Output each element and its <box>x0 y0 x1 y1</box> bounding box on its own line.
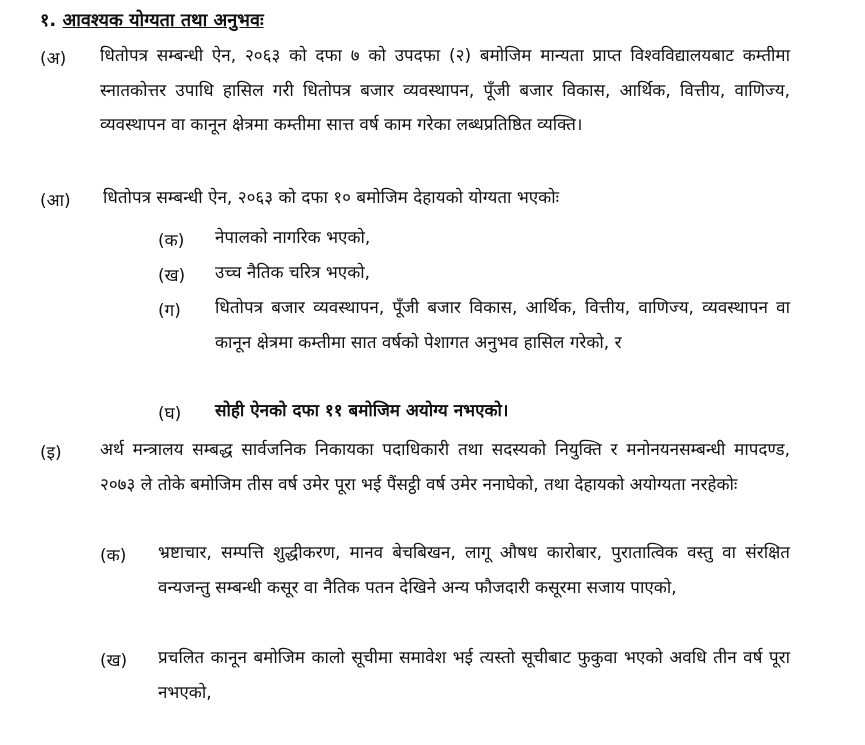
clause-i-label: (इ) <box>40 443 62 463</box>
clause-aa-item-ga-text: धितोपत्र बजार व्यवस्थापन, पूँजी बजार विकास, आर्थिक, वित्तीय, वाणिज्य, व्यवस्थापन वा कानून क्षेत्रमा कम्तीमा सात वर्षको पेशागत अनुभव हासिल गरेको, र <box>215 298 790 353</box>
heading-title: आवश्यक योग्यता तथा अनुभवः <box>62 10 264 31</box>
clause-aa-item-ka-text: नेपालको नागरिक भएको, <box>215 228 371 248</box>
clause-i-item-kha-text: प्रचलित कानून बमोजिम कालो सूचीमा समावेश भई त्यस्तो सूचीबाट फुकुवा भएको अवधि तीन वर्ष पूरा नभएको, <box>158 648 790 703</box>
section-heading <box>40 8 264 32</box>
clause-a-label: (अ) <box>40 49 67 69</box>
clause-aa-item-ga-label: (ग) <box>158 301 181 321</box>
clause-i-item-ka-text: भ्रष्टाचार, सम्पत्ति शुद्धीकरण, मानव बेचबिखन, लागू औषध कारोबार, पुरातात्विक वस्तु वा संरक्षित वन्यजन्तु सम्बन्धी कसूर वा नैतिक पतन देखिने अन्य फौजदारी कसूरमा सजाय पाएको, <box>158 543 790 598</box>
clause-aa-text: धितोपत्र सम्बन्धी ऐन, २०६३ को दफा १० बमोजिम देहायको योग्यता भएकोः <box>103 188 560 208</box>
clause-a-text: धितोपत्र सम्बन्धी ऐन, २०६३ को दफा ७ को उपदफा (२) बमोजिम मान्यता प्राप्त विश्वविद्यालयबाट कम्तीमा स्नातकोत्तर उपाधि हासिल गरी धितोपत्र बजार व्यवस्थापन, पूँजी बजार विकास, आर्थिक, वित्तीय, वाणिज्य, व्यवस्थापन वा कानून क्षेत्रमा कम्तीमा सात्त वर्ष काम गरेका लब्धप्रतिष्ठित व्यक्ति। <box>100 46 790 135</box>
clause-i-item-ka-label: (क) <box>100 546 127 566</box>
clause-aa-item-kha-text: उच्च नैतिक चरित्र भएको, <box>215 263 371 283</box>
heading-number: १. <box>40 10 57 31</box>
clause-aa-item-gha-label: (घ) <box>158 404 182 424</box>
clause-aa-item-ka-label: (क) <box>158 231 185 251</box>
clause-aa-item-gha-text: सोही ऐनको दफा ११ बमोजिम अयोग्य नभएको। <box>215 401 509 421</box>
clause-aa-label: (आ) <box>40 191 71 211</box>
clause-i-item-kha-label: (ख) <box>100 651 128 671</box>
clause-i-text: अर्थ मन्त्रालय सम्बद्ध सार्वजनिक निकायका पदाधिकारी तथा सदस्यको नियुक्ति र मनोनयनसम्बन्धी मापदण्ड, २०७३ ले तोके बमोजिम तीस वर्ष उमेर पूरा भई पैंसट्ठी वर्ष उमेर ननाघेको, तथा देहायको अयोग्यता नरहेकोः <box>100 440 790 495</box>
clause-aa-item-kha-label: (ख) <box>158 266 186 286</box>
